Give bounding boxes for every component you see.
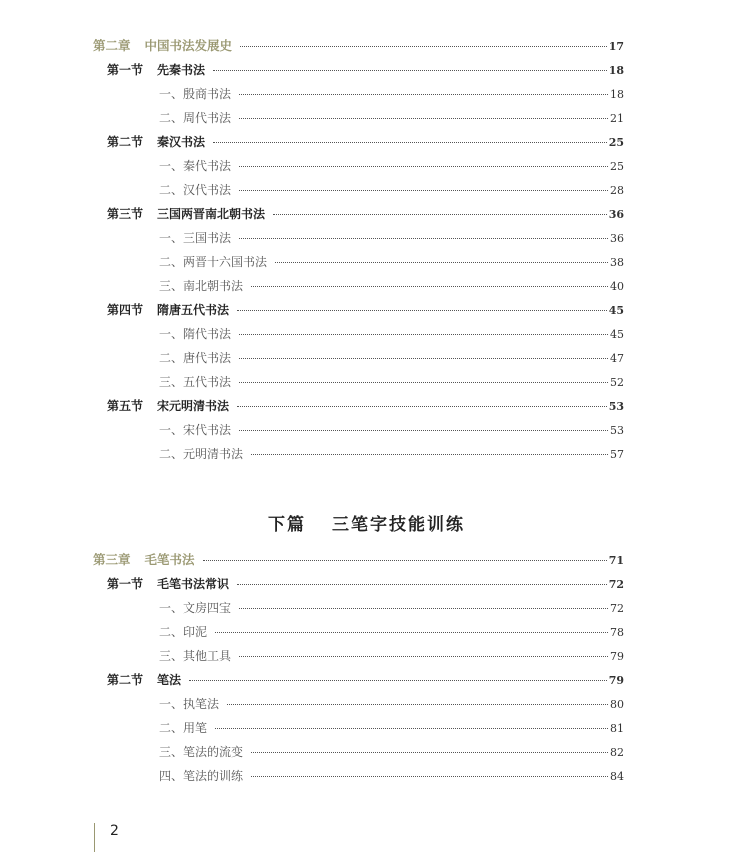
part-heading [0,510,733,535]
toc-page-number: 53 [610,424,624,437]
dot-leader [215,632,608,633]
toc-page-number: 40 [610,280,624,293]
toc-item-title: 一、三国书法 [159,231,232,245]
dot-leader [213,142,607,143]
dot-leader [239,238,608,239]
toc-section-number: 第一节 [107,63,144,77]
dot-leader [239,608,608,609]
toc-item-title: 二、周代书法 [159,111,232,125]
toc-section-row[interactable] [93,58,624,82]
dot-leader [237,310,607,311]
toc-chapter-row[interactable] [93,548,624,572]
toc-section-row[interactable] [93,394,624,418]
dot-leader [239,166,608,167]
toc-item-row[interactable] [93,620,624,644]
toc-section-number: 第二节 [107,673,144,687]
toc-section-row[interactable] [93,202,624,226]
dot-leader [215,728,608,729]
dot-leader [227,704,608,705]
toc-page-number: 47 [610,352,624,365]
toc-item-title: 三、笔法的流变 [159,745,244,759]
toc-page-number: 82 [610,746,624,759]
toc-item-row[interactable] [93,274,624,298]
toc-item-title: 一、秦代书法 [159,159,232,173]
toc-page-number: 71 [608,554,624,567]
toc-item-row[interactable] [93,322,624,346]
dot-leader [273,214,607,215]
toc-item-row[interactable] [93,418,624,442]
toc-section-row[interactable] [93,298,624,322]
toc-page-number: 53 [608,400,624,413]
toc-section-number: 第一节 [107,577,144,591]
toc-item-title: 一、殷商书法 [159,87,232,101]
toc-item-title: 一、执笔法 [159,697,220,711]
toc-item-row[interactable] [93,740,624,764]
toc-item-title: 二、两晋十六国书法 [159,255,268,269]
dot-leader [239,656,608,657]
dot-leader [237,584,607,585]
toc-section-number: 第三节 [107,207,144,221]
toc-page-number: 21 [610,112,624,125]
toc-item-title: 三、南北朝书法 [159,279,244,293]
toc-item-row[interactable] [93,250,624,274]
toc-section-title: 宋元明清书法 [157,399,230,413]
toc-page-number: 38 [610,256,624,269]
part-title: 三笔字技能训练 [332,515,465,535]
toc-item-title: 一、宋代书法 [159,423,232,437]
toc-page-number: 18 [610,88,624,101]
toc-item-row[interactable] [93,370,624,394]
toc-item-row[interactable] [93,178,624,202]
toc-section-number: 第五节 [107,399,144,413]
toc-page-number: 25 [610,160,624,173]
dot-leader [251,752,608,753]
toc-item-row[interactable] [93,106,624,130]
toc-item-row[interactable] [93,764,624,788]
toc-item-row[interactable] [93,692,624,716]
toc-chapter-number: 第二章 [93,38,131,53]
dot-leader [239,430,608,431]
toc-page-number: 80 [610,698,624,711]
toc-section-title: 笔法 [157,673,182,687]
toc-section-title: 秦汉书法 [157,135,206,149]
toc-item-row[interactable] [93,596,624,620]
dot-leader [239,190,608,191]
toc-item-title: 三、其他工具 [159,649,232,663]
toc-section-title: 先秦书法 [157,63,206,77]
dot-leader [239,334,608,335]
toc-section-title: 毛笔书法常识 [157,577,230,591]
toc-page-number: 25 [608,136,624,149]
toc-item-row[interactable] [93,716,624,740]
toc-item-title: 三、五代书法 [159,375,232,389]
toc-page-number: 81 [610,722,624,735]
toc-page-number: 45 [608,304,624,317]
dot-leader [239,118,608,119]
toc-section-title: 三国两晋南北朝书法 [157,207,266,221]
toc-chapter-row[interactable] [93,34,624,58]
toc-section-row[interactable] [93,572,624,596]
toc-item-title: 二、印泥 [159,625,208,639]
toc-item-row[interactable] [93,442,624,466]
toc-chapter-title: 中国书法发展史 [144,38,233,53]
toc-item-row[interactable] [93,226,624,250]
toc-block-upper [93,34,624,466]
page-number: 2 [110,823,119,839]
toc-item-title: 四、笔法的训练 [159,769,244,783]
dot-leader [239,94,608,95]
toc-item-title: 二、汉代书法 [159,183,232,197]
dot-leader [189,680,607,681]
dot-leader [203,560,607,561]
dot-leader [275,262,608,263]
toc-section-row[interactable] [93,668,624,692]
toc-page-number: 45 [610,328,624,341]
dot-leader [213,70,607,71]
toc-item-row[interactable] [93,82,624,106]
toc-page-number: 84 [610,770,624,783]
toc-item-title: 一、隋代书法 [159,327,232,341]
toc-page-number: 36 [610,232,624,245]
toc-section-title: 隋唐五代书法 [157,303,230,317]
toc-item-row[interactable] [93,346,624,370]
toc-item-row[interactable] [93,154,624,178]
toc-page-number: 36 [608,208,624,221]
toc-page-number: 28 [610,184,624,197]
dot-leader [237,406,607,407]
toc-item-title: 二、唐代书法 [159,351,232,365]
toc-section-row[interactable] [93,130,624,154]
toc-item-title: 二、用笔 [159,721,208,735]
dot-leader [240,46,607,47]
dot-leader [251,286,608,287]
toc-page-number: 18 [608,64,624,77]
toc-item-title: 一、文房四宝 [159,601,232,615]
toc-page-number: 17 [608,40,624,53]
toc-page-number: 72 [610,602,624,615]
footer-accent-bar [94,823,95,852]
part-label: 下篇 [268,515,306,535]
toc-chapter-number: 第三章 [93,552,131,567]
toc-item-title: 二、元明清书法 [159,447,244,461]
toc-page-number: 79 [610,650,624,663]
toc-page-number: 52 [610,376,624,389]
dot-leader [239,358,608,359]
toc-page-number: 79 [608,674,624,687]
toc-item-row[interactable] [93,644,624,668]
toc-section-number: 第四节 [107,303,144,317]
toc-page-number: 78 [610,626,624,639]
dot-leader [251,454,608,455]
toc-section-number: 第二节 [107,135,144,149]
toc-page-number: 72 [608,578,624,591]
dot-leader [251,776,608,777]
toc-page-number: 57 [610,448,624,461]
dot-leader [239,382,608,383]
toc-chapter-title: 毛笔书法 [144,552,195,567]
toc-block-lower [93,548,624,788]
